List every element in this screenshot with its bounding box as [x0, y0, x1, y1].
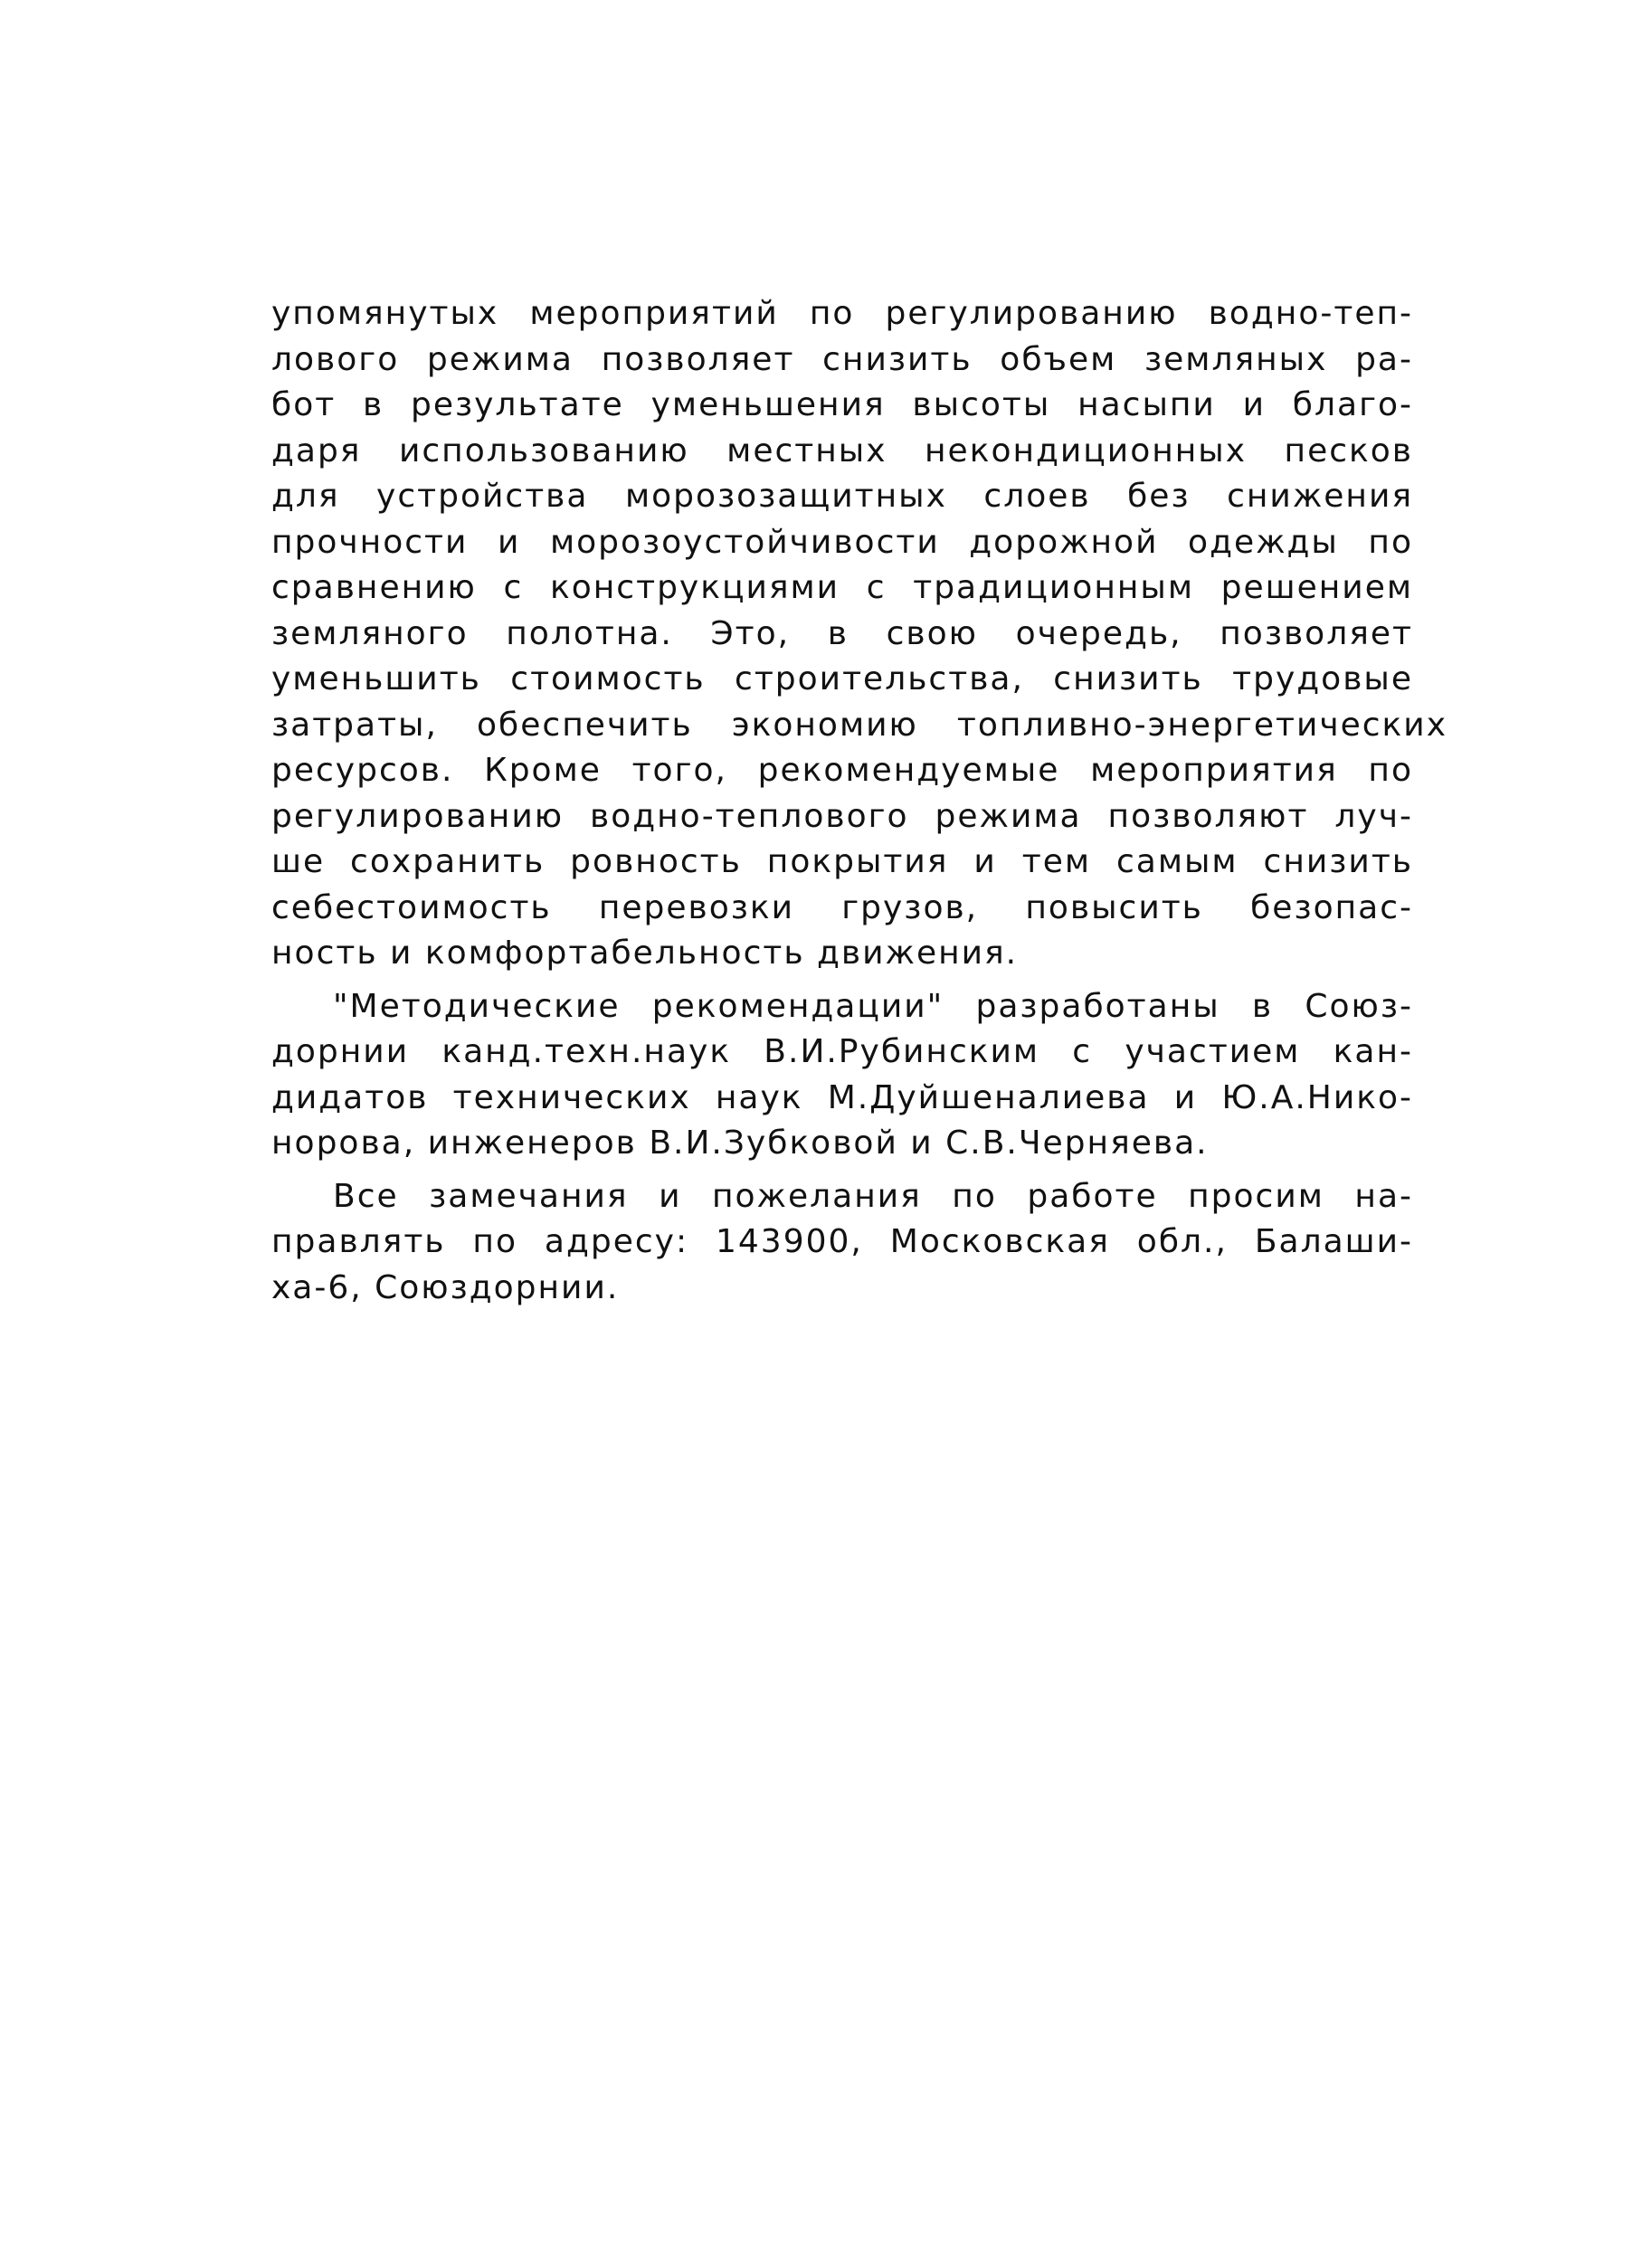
text-line: прочности и морозоустойчивости дорожной одежды по [271, 523, 1413, 561]
text-line: Все замечания и пожелания по работе просим на- [333, 1177, 1413, 1215]
text-line: лового режима позволяет снизить объем земляных ра- [271, 340, 1413, 378]
text-line: ше сохранить ровность покрытия и тем самым снизить [271, 843, 1413, 880]
body-text [271, 291, 1447, 1311]
text-line: бот в результате уменьшения высоты насыпи и благо- [271, 386, 1413, 423]
text-line: дидатов технических наук М.Дуйшеналиева и Ю.А.Нико- [271, 1078, 1413, 1116]
text-line: ха-6, Союздорнии. [271, 1268, 620, 1306]
paragraph-gap [271, 977, 1447, 984]
text-line: ность и комфортабельность движения. [271, 935, 1019, 972]
text-line: "Методические рекомендации" разработаны в Союз- [333, 987, 1413, 1025]
text-line: упомянутых мероприятий по регулированию водно-теп- [271, 295, 1413, 332]
text-line: дорнии канд.техн.наук В.И.Рубинским с участием кан- [271, 1033, 1413, 1070]
text-line: правлять по адресу: 143900, Московская обл., Балаши- [271, 1223, 1413, 1260]
paragraph-gap [271, 1167, 1447, 1174]
text-line: даря использованию местных некондиционных песков [271, 432, 1413, 470]
text-line: регулированию водно-теплового режима позволяют луч- [271, 797, 1413, 835]
text-line: норова, инженеров В.И.Зубковой и С.В.Черняева. [271, 1125, 1209, 1162]
paragraph-contact-address [271, 1174, 1447, 1312]
paragraph-authors [271, 984, 1447, 1167]
text-line: ресурсов. Кроме того, рекомендуемые мероприятия по [271, 752, 1413, 789]
paragraph-measures-benefits [271, 291, 1447, 977]
text-line: себестоимость перевозки грузов, повысить безопас- [271, 888, 1413, 926]
text-line: земляного полотна. Это, в свою очередь, позволяет [271, 614, 1413, 652]
text-line: для устройства морозозащитных слоев без снижения [271, 478, 1413, 515]
text-line: затраты, обеспечить экономию топливно-энергетических [271, 706, 1447, 744]
text-line: уменьшить стоимость строительства, снизить трудовые [271, 660, 1413, 697]
text-line: сравнению с конструкциями с традиционным решением [271, 569, 1413, 606]
